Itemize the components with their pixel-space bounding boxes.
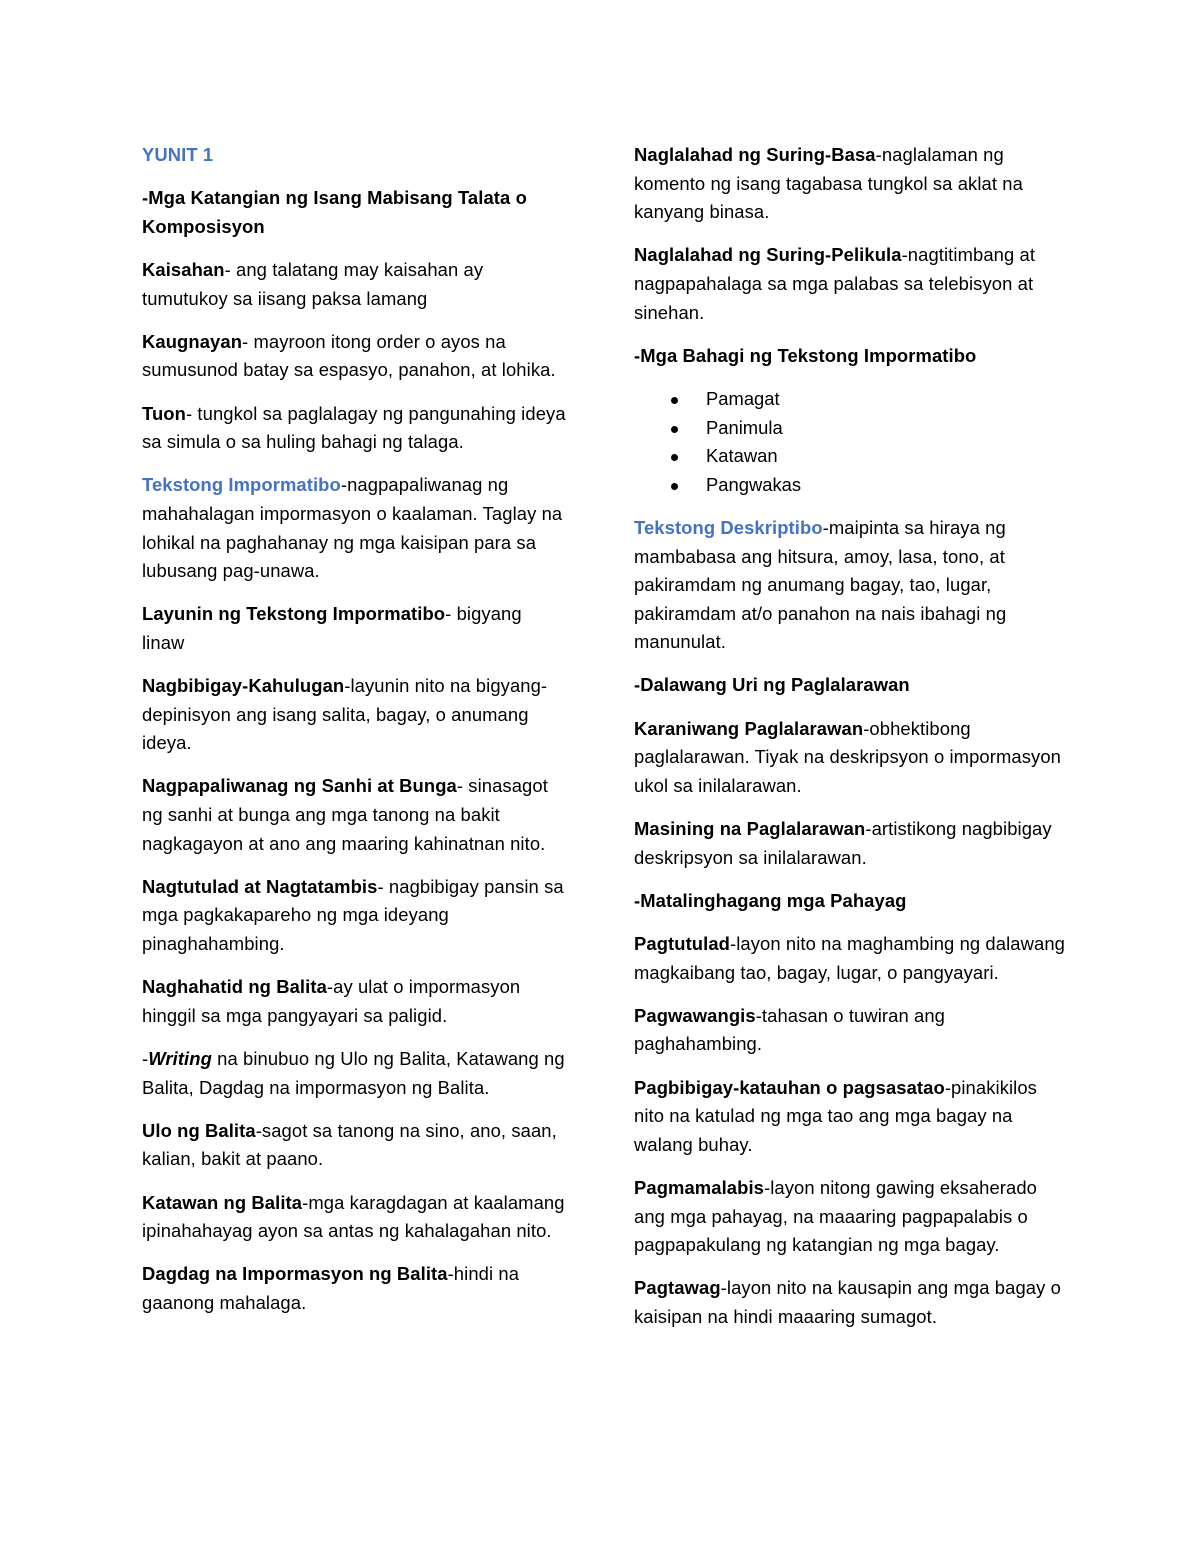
entry-ulo-ng-balita (142, 1117, 567, 1174)
definition: -ay ulat o impormasyon hinggil sa mga pangyayari sa paligid. (142, 976, 521, 1026)
bullet-icon (671, 426, 678, 433)
definition: -mga karagdagan at kaalamang ipinahahayag ayon sa antas ng kahalagahan nito. (142, 1191, 565, 1242)
list-item-label: Pamagat (706, 387, 780, 409)
list-item (634, 414, 1069, 443)
left-column (142, 141, 567, 1332)
entry-tuon (142, 400, 567, 457)
definition: -layon nitong gawing eksaherado ang mga pahayag, na maaaring pagpapalabis o pagpapakulang ng katangian ng mga bagay. (634, 1176, 1038, 1256)
section-title-uri: -Dalawang Uri ng Paglalarawan (634, 674, 910, 696)
entry-tekstong-deskriptibo (634, 514, 1069, 657)
definition: -nagtitimbang at nagpapahalaga sa mga palabas sa telebisyon at sinehan. (634, 244, 1036, 323)
definition: - mayroon itong order o ayos na sumusunod batay sa espasyo, panahon, at lohika. (142, 330, 556, 381)
entry-dagdag-impormasyon (142, 1260, 567, 1317)
term: Writing (148, 1047, 212, 1069)
entry-layunin (142, 600, 567, 657)
term: Karaniwang Paglalarawan (634, 717, 864, 739)
list-item (634, 471, 1069, 500)
entry-karaniwang (634, 715, 1069, 801)
term: Pagbibigay-katauhan o pagsasatao (634, 1076, 945, 1098)
definition: -tahasan o tuwiran ang paghahambing. (634, 1004, 945, 1055)
term: Ulo ng Balita (142, 1119, 256, 1141)
entry-writing (142, 1045, 567, 1102)
definition: - tungkol sa paglalagay ng pangunahing ideya sa simula o sa huling bahagi ng talaga. (142, 402, 566, 453)
list-item-label: Panimula (706, 416, 783, 438)
definition: na binubuo ng Ulo ng Balita, Katawang ng Balita, Dagdag na impormasyon ng Balita. (142, 1047, 565, 1098)
right-column (634, 141, 1069, 1346)
list-item (634, 385, 1069, 414)
entry-sanhi-at-bunga (142, 772, 567, 858)
entry-suring-basa (634, 141, 1069, 227)
bullet-icon (671, 397, 678, 404)
dash: - (142, 1047, 149, 1069)
entry-pagbibigay-katauhan (634, 1074, 1069, 1160)
section-title-bahagi: -Mga Bahagi ng Tekstong Impormatibo (634, 344, 977, 366)
term: Pagwawangis (634, 1004, 756, 1026)
definition: -hindi na gaanong mahalaga. (142, 1263, 520, 1313)
entry-pagmamalabis (634, 1174, 1069, 1260)
definition: -layunin nito na bigyang-depinisyon ang isang salita, bagay, o anumang ideya. (142, 675, 548, 754)
bahagi-list (634, 385, 1069, 499)
term: Naglalahad ng Suring-Basa (634, 144, 876, 165)
list-item (634, 442, 1069, 471)
term: Layunin ng Tekstong Impormatibo (142, 603, 446, 625)
list-item-label: Pangwakas (706, 473, 802, 495)
term: Dagdag na Impormasyon ng Balita (142, 1263, 448, 1285)
definition: - sinasagot ng sanhi at bunga ang mga tanong na bakit nagkagayon at ano ang maaring kahinatnan nito. (142, 775, 548, 854)
term: Pagmamalabis (634, 1176, 764, 1198)
term: Nagpapaliwanag ng Sanhi at Bunga (142, 775, 457, 797)
entry-nagbibigay-kahulugan (142, 672, 567, 758)
definition: -obhektibong paglalarawan. Tiyak na deskripsyon o impormasyon ukol sa inilalarawan. (634, 717, 1061, 796)
term: Tekstong Deskriptibo (634, 516, 823, 538)
definition: -nagpapaliwanag ng mahahalagan impormasyon o kaalaman. Taglay na lohikal na paghahanay ng mga kaisipan para sa lubusang pag-unawa. (142, 474, 563, 582)
entry-katawan-ng-balita (142, 1189, 567, 1246)
entry-tekstong-impormatibo (142, 471, 567, 585)
entry-pagtawag (634, 1274, 1069, 1331)
definition: -artistikong nagbibigay deskripsyon sa inilalarawan. (634, 818, 1052, 868)
entry-pagwawangis (634, 1002, 1069, 1059)
entry-kaugnayan (142, 328, 567, 385)
term: Masining na Paglalarawan (634, 818, 866, 840)
definition: -naglalaman ng komento ng isang tagabasa tungkol sa aklat na kanyang binasa. (634, 144, 1023, 223)
term: Nagbibigay-Kahulugan (142, 675, 345, 697)
term: Kaugnayan (142, 330, 243, 352)
definition: -layon nito na maghambing ng dalawang magkaibang tao, bagay, lugar, o pangyayari. (634, 933, 1065, 983)
term: Kaisahan (142, 258, 225, 280)
list-item-label: Katawan (706, 445, 778, 467)
term: Naghahatid ng Balita (142, 976, 327, 998)
definition: -pinakikilos nito na katulad ng mga tao ang mga bagay na walang buhay. (634, 1076, 1037, 1155)
definition: - bigyang linaw (142, 603, 522, 653)
entry-masining (634, 815, 1069, 872)
entry-naghahatid-balita (142, 973, 567, 1030)
unit-heading: YUNIT 1 (142, 144, 214, 165)
term: Tekstong Impormatibo (142, 474, 341, 496)
term: Naglalahad ng Suring-Pelikula (634, 244, 902, 266)
definition: -layon nito na kausapin ang mga bagay o kaisipan na hindi maaaring sumagot. (634, 1277, 1061, 1327)
definition: - nagbibigay pansin sa mga pagkakapareho ng mga ideyang pinaghahambing. (142, 875, 564, 954)
definition: -maipinta sa hiraya ng mambabasa ang hitsura, amoy, lasa, tono, at pakiramdam ng anumang bagay, tao, lugar, pakiramdam at/o panahon na nais ibahagi ng manunulat. (634, 516, 1007, 653)
term: Pagtawag (634, 1277, 721, 1299)
section-title-katangian: -Mga Katangian ng Isang Mabisang Talata o Komposisyon (142, 187, 527, 237)
bullet-icon (671, 454, 678, 461)
definition: - ang talatang may kaisahan ay tumutukoy sa iisang paksa lamang (142, 258, 484, 309)
bullet-icon (671, 483, 678, 490)
entry-suring-pelikula (634, 241, 1069, 327)
term: Pagtutulad (634, 933, 731, 954)
entry-kaisahan (142, 256, 567, 313)
definition: -sagot sa tanong na sino, ano, saan, kalian, bakit at paano. (142, 1119, 557, 1170)
term: Nagtutulad at Nagtatambis (142, 875, 378, 897)
entry-nagtutulad (142, 873, 567, 959)
term: Tuon (142, 402, 186, 424)
entry-pagtutulad (634, 930, 1069, 987)
term: Katawan ng Balita (142, 1191, 303, 1213)
section-title-matalinghaga: -Matalinghagang mga Pahayag (634, 889, 907, 911)
